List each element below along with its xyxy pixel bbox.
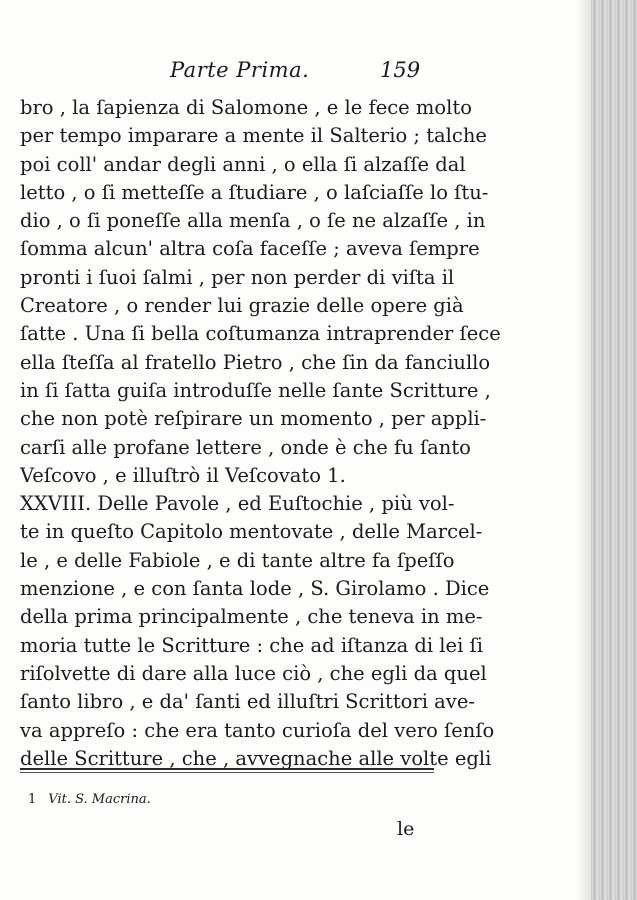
text-line: ella ſteſſa al fratello Pietro , che ſin da fanciullo <box>20 350 491 374</box>
running-title: Parte Prima. <box>170 58 310 82</box>
page-edge <box>591 0 637 900</box>
text-line: menzione , e con ſanta lode , S. Girolamo . Dice <box>20 577 490 601</box>
text-line: in ſi ſatta guiſa introduſſe nelle ſante Scritture , <box>20 378 491 402</box>
text-line: va appreſo : che era tanto curioſa del vero ſenſo <box>20 718 495 742</box>
text-line: pronti i ſuoi ſalmi , per non perder di viſta il <box>20 265 455 289</box>
page-edge-shadow <box>577 0 591 900</box>
text-line: che non potè reſpirare un momento , per appli- <box>20 407 487 431</box>
text-line: carſi alle profane lettere , onde è che fu ſanto <box>20 435 471 459</box>
catchword: le <box>397 818 415 840</box>
text-line: riſolvette di dare alla luce ciò , che egli da quel <box>20 661 487 685</box>
text-line: ſatte . Una ſi bella coſtumanza intraprender ſece <box>20 322 501 346</box>
text-line: ſanto libro , e da' ſanti ed illuſtri Scrittori ave- <box>20 690 475 714</box>
page-number: 159 <box>380 58 421 82</box>
text-line: per tempo imparare a mente il Salterio ; talche <box>20 124 487 148</box>
footnote-rule <box>20 768 434 770</box>
text-line: delle Scritture , che , avvegnache alle volte egli <box>20 746 492 770</box>
text-line: letto , o ſi metteſſe a ſtudiare , o laſciaſſe lo ſtu- <box>20 180 489 204</box>
body-text <box>20 94 501 773</box>
text-line: poi coll' andar degli anni , o ella ſi alzaſſe dal <box>20 152 466 176</box>
page-header <box>170 58 440 88</box>
footnote <box>28 792 151 807</box>
text-line: bro , la ſapienza di Salomone , e le fece molto <box>20 96 472 119</box>
text-line-paragraph-start: XXVIII. Delle Pavole , ed Euſtochie , più vol- <box>20 492 455 516</box>
text-line-last-of-paragraph: Veſcovo , e illuſtrò il Veſcovato 1. <box>20 463 346 487</box>
text-line: Creatore , o render lui grazie delle opere già <box>20 294 464 318</box>
text-line: le , e delle Fabiole , e di tante altre fa ſpeſſo <box>20 548 455 572</box>
footnote-rule-thin <box>20 772 434 773</box>
text-line: della prima principalmente , che teneva in me- <box>20 605 483 629</box>
text-line: moria tutte le Scritture : che ad iſtanza di lei ſi <box>20 633 483 657</box>
text-line: ſomma alcun' altra coſa faceſſe ; aveva ſempre <box>20 237 480 261</box>
text-line: dio , o ſi poneſſe alla menſa , o ſe ne alzaſſe , in <box>20 209 486 233</box>
text-line: te in queſto Capitolo mentovate , delle Marcel- <box>20 520 483 544</box>
footnote-number: 1 <box>28 792 37 807</box>
footnote-text: Vit. S. Macrina. <box>48 792 151 807</box>
